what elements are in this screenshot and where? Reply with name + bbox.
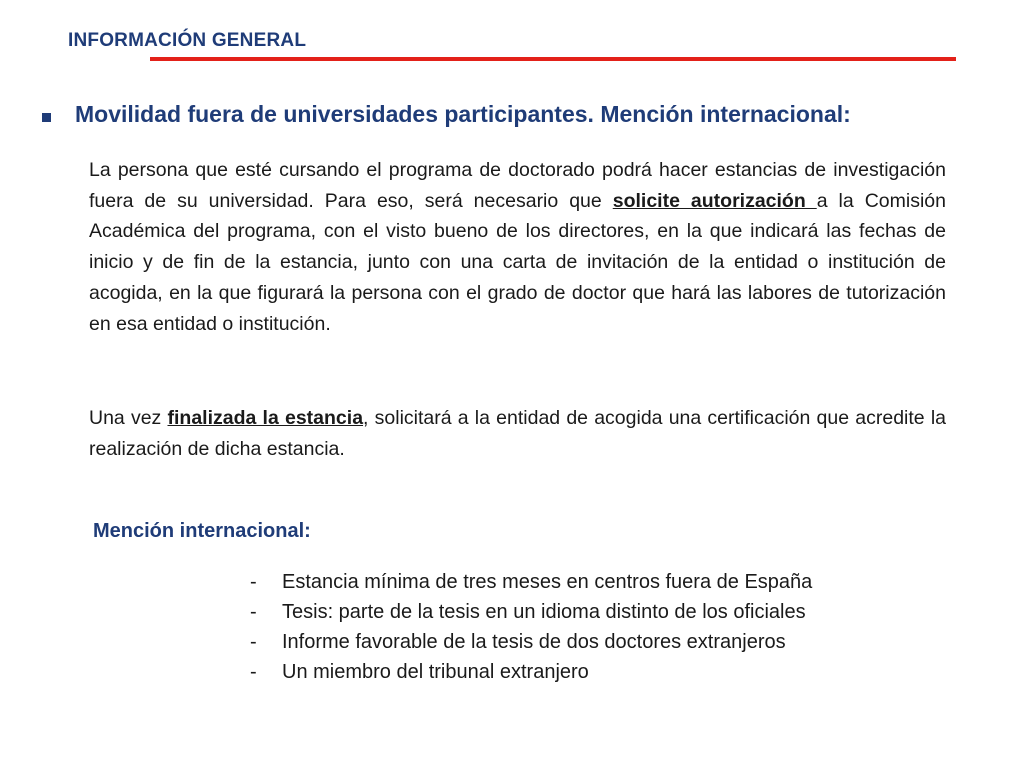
emphasis-finalizada-estancia: finalizada la estancia [167,407,364,429]
list-item [250,627,812,657]
list-item [250,567,812,597]
paragraph-text: , solicitará a la entidad de acogida una certificación que acredite la realización de dicha estancia. [89,407,947,460]
list-item [250,597,812,627]
paragraph-text: La persona que esté cursando el programa de doctorado podrá hacer estancias de investigación fuera de su universidad. Para eso, será necesario que [89,159,946,212]
dash-bullet: - [250,601,257,623]
list-item [250,657,812,687]
list-item-text: Tesis: parte de la tesis en un idioma distinto de los oficiales [282,601,806,623]
header-title: INFORMACIÓN GENERAL [68,30,307,51]
dash-bullet: - [250,661,257,683]
emphasis-solicite-autorizacion: solicite autorización [612,189,817,212]
paragraph-text: a la Comisión Académica del programa, con el visto bueno de los directores, en la que indicará las fechas de inicio y de fin de la estancia, junto con una carta de invitación de la entidad o institución de acogida, en la que figurará la persona con el grado de doctor que hará las labores de tutorización en esa entidad o institución. [89,189,946,335]
paragraph-certification [89,403,946,464]
header-divider [150,57,956,61]
dash-bullet: - [250,631,257,653]
paragraph-authorization [89,155,946,339]
list-item-text: Informe favorable de la tesis de dos doctores extranjeros [282,631,786,653]
paragraph-text: Una vez [89,407,168,429]
mencion-heading: Mención internacional: [93,520,311,542]
requirements-list [250,567,812,687]
list-item-text: Estancia mínima de tres meses en centros fuera de España [282,571,813,593]
section-heading: Movilidad fuera de universidades participantes. Mención internacional: [75,101,851,127]
dash-bullet: - [250,571,257,593]
list-item-text: Un miembro del tribunal extranjero [282,661,589,683]
square-bullet-icon [42,113,51,122]
